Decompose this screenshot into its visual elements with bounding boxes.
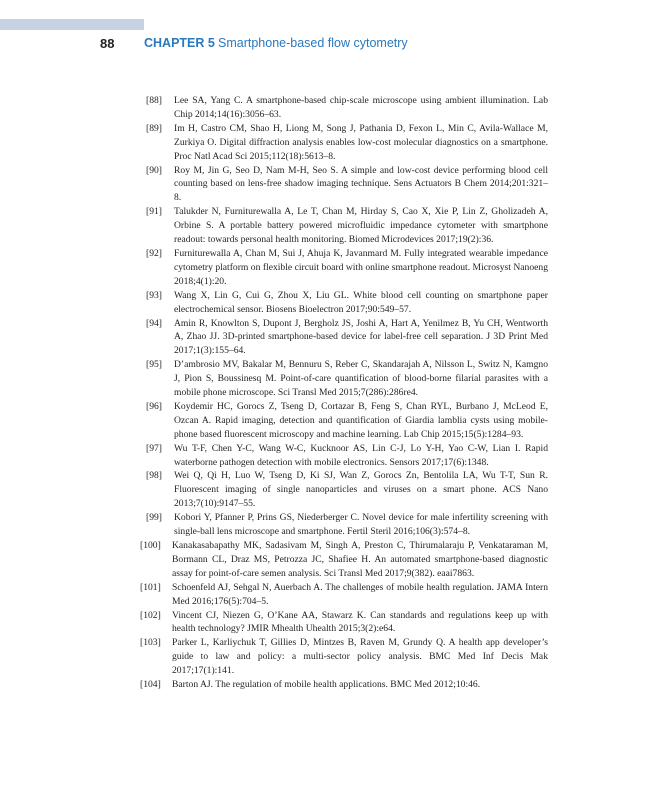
reference-item bbox=[146, 205, 548, 247]
reference-item bbox=[146, 289, 548, 317]
reference-text: D’ambrosio MV, Bakalar M, Bennuru S, Reber C, Skandarajah A, Nilsson L, Switz N, Kamgno J, Pion S, Boussinesq M. Point-of-care quantification of blood-borne filarial parasites with a mobile phone microscope. Sci Transl Med 2015;7(286):286re4. bbox=[174, 359, 548, 399]
reference-text: Furniturewalla A, Chan M, Sui J, Ahuja K, Javanmard M. Fully integrated wearable impedance cytometry platform on flexible circuit board with online smartphone readout. Microsyst Nanoeng 2018;4(1):20. bbox=[174, 247, 548, 287]
reference-text: Wei Q, Qi H, Luo W, Tseng D, Ki SJ, Wan Z, Gorocs Zn, Bentolila LA, Wu T-T, Sun R. Fluorescent imaging of single nanoparticles and viruses on a smart phone. ACS Nano 2013;7(10):9147–55. bbox=[174, 470, 548, 510]
reference-text: Amin R, Knowlton S, Dupont J, Bergholz JS, Joshi A, Hart A, Yenilmez B, Yu CH, Wentworth A, Zhao JJ. 3D-printed smartphone-based device for label-free cell separation. J 3D Print Med 2017;1(3):155–64. bbox=[174, 317, 548, 357]
reference-text: Schoenfeld AJ, Sehgal N, Auerbach A. The challenges of mobile health regulation. JAMA Intern Med 2016;176(5):704–5. bbox=[172, 581, 548, 607]
reference-text: Wu T-F, Chen Y-C, Wang W-C, Kucknoor AS, Lin C-J, Lo Y-H, Yao C-W, Lian I. Rapid waterborne pathogen detection with mobile electronics. Sensors 2017;17(6):1348. bbox=[174, 442, 548, 468]
reference-item bbox=[146, 469, 548, 511]
reference-item bbox=[140, 581, 548, 609]
reference-item bbox=[146, 442, 548, 470]
reference-text: Vincent CJ, Niezen G, O’Kane AA, Stawarz K. Can standards and regulations keep up with health technology? JMIR Mhealth Uhealth 2015;3(2):e64. bbox=[172, 609, 548, 635]
reference-text: Lee SA, Yang C. A smartphone-based chip-scale microscope using ambient illumination. Lab Chip 2014;14(16):3056–63. bbox=[174, 95, 548, 120]
reference-number: [89] bbox=[146, 122, 162, 134]
reference-item bbox=[146, 511, 548, 539]
reference-item bbox=[146, 247, 548, 289]
reference-number: [94] bbox=[146, 317, 162, 329]
reference-item bbox=[146, 358, 548, 400]
reference-number: [99] bbox=[146, 512, 162, 524]
reference-number: [97] bbox=[146, 442, 162, 454]
reference-text: Talukder N, Furniturewalla A, Le T, Chan M, Hirday S, Cao X, Xie P, Lin Z, Gholizadeh A, Orbine S. A portable battery powered microfluidic impedance cytometer with smartphone readout: towards personal health monitoring. Biomed Microdevices 2017;19(2):36. bbox=[174, 206, 548, 246]
chapter-label: CHAPTER 5 bbox=[144, 36, 215, 50]
reference-text: Roy M, Jin G, Seo D, Nam M-H, Seo S. A simple and low-cost device performing blood cell counting based on lens-free shadow imaging technique. Sens Actuators B Chem 2014;201:321–8. bbox=[174, 164, 548, 204]
reference-number: [88] bbox=[146, 95, 162, 106]
reference-item bbox=[140, 539, 548, 581]
reference-item bbox=[140, 609, 548, 637]
reference-list bbox=[140, 94, 548, 692]
reference-number: [91] bbox=[146, 206, 162, 218]
reference-item bbox=[146, 94, 548, 122]
reference-number: [90] bbox=[146, 164, 162, 176]
reference-text: Barton AJ. The regulation of mobile health applications. BMC Med 2012;10:46. bbox=[172, 679, 481, 691]
reference-number: [95] bbox=[146, 359, 162, 371]
reference-number: [104] bbox=[140, 679, 161, 691]
reference-number: [93] bbox=[146, 289, 162, 301]
reference-number: [100] bbox=[140, 540, 161, 551]
reference-text: Parker L, Karliychuk T, Gillies D, Mintzes B, Raven M, Grundy Q. A health app developer’s guide to law and policy: a multi-sector policy analysis. BMC Med Inf Decis Mak 2017;17(1):141. bbox=[172, 637, 548, 677]
chapter-title: Smartphone-based flow cytometry bbox=[218, 36, 408, 50]
reference-item bbox=[146, 317, 548, 359]
reference-text: Kobori Y, Pfanner P, Prins GS, Niederberger C. Novel device for male infertility screening with single-ball lens microscope and smartphone. Fertil Steril 2016;106(3):574–8. bbox=[174, 512, 548, 538]
reference-number: [103] bbox=[140, 637, 161, 649]
reference-number: [101] bbox=[140, 581, 161, 593]
reference-text: Im H, Castro CM, Shao H, Liong M, Song J, Pathania D, Fexon L, Min C, Avila-Wallace M, Zurkiya O. Digital diffraction analysis enables low-cost molecular diagnostics on a smartphone. Proc Natl Acad Sci 2015;112(18):5613–8. bbox=[174, 122, 548, 162]
reference-number: [96] bbox=[146, 400, 162, 412]
reference-text: Koydemir HC, Gorocs Z, Tseng D, Cortazar B, Feng S, Chan RYL, Burbano J, McLeod E, Ozcan A. Rapid imaging, detection and quantification of Giardia lamblia cysts using mobile-phone based fluorescent microscopy and machine learning. Lab Chip 2015;15(5):1284–93. bbox=[174, 400, 548, 440]
reference-text: Wang X, Lin G, Cui G, Zhou X, Liu GL. White blood cell counting on smartphone paper electrochemical sensor. Biosens Bioelectron 2017;90:549–57. bbox=[174, 289, 548, 315]
reference-item bbox=[140, 678, 548, 692]
reference-item bbox=[146, 400, 548, 442]
reference-number: [92] bbox=[146, 247, 162, 259]
reference-text: Kanakasabapathy MK, Sadasivam M, Singh A, Preston C, Thirumalaraju P, Venkataraman M, Bormann CL, Draz MS, Petrozza JC, Shafiee H. An automated smartphone-based diagnostic assay for point-of-care semen analysis. Sci Transl Med 2017;9(382). eaai7863. bbox=[172, 540, 548, 579]
header-accent-bar bbox=[0, 19, 144, 30]
reference-item bbox=[146, 164, 548, 206]
reference-item bbox=[146, 122, 548, 164]
page-number: 88 bbox=[100, 36, 115, 51]
running-header bbox=[0, 36, 648, 54]
reference-number: [102] bbox=[140, 609, 161, 621]
reference-number: [98] bbox=[146, 470, 162, 482]
reference-item bbox=[140, 636, 548, 678]
